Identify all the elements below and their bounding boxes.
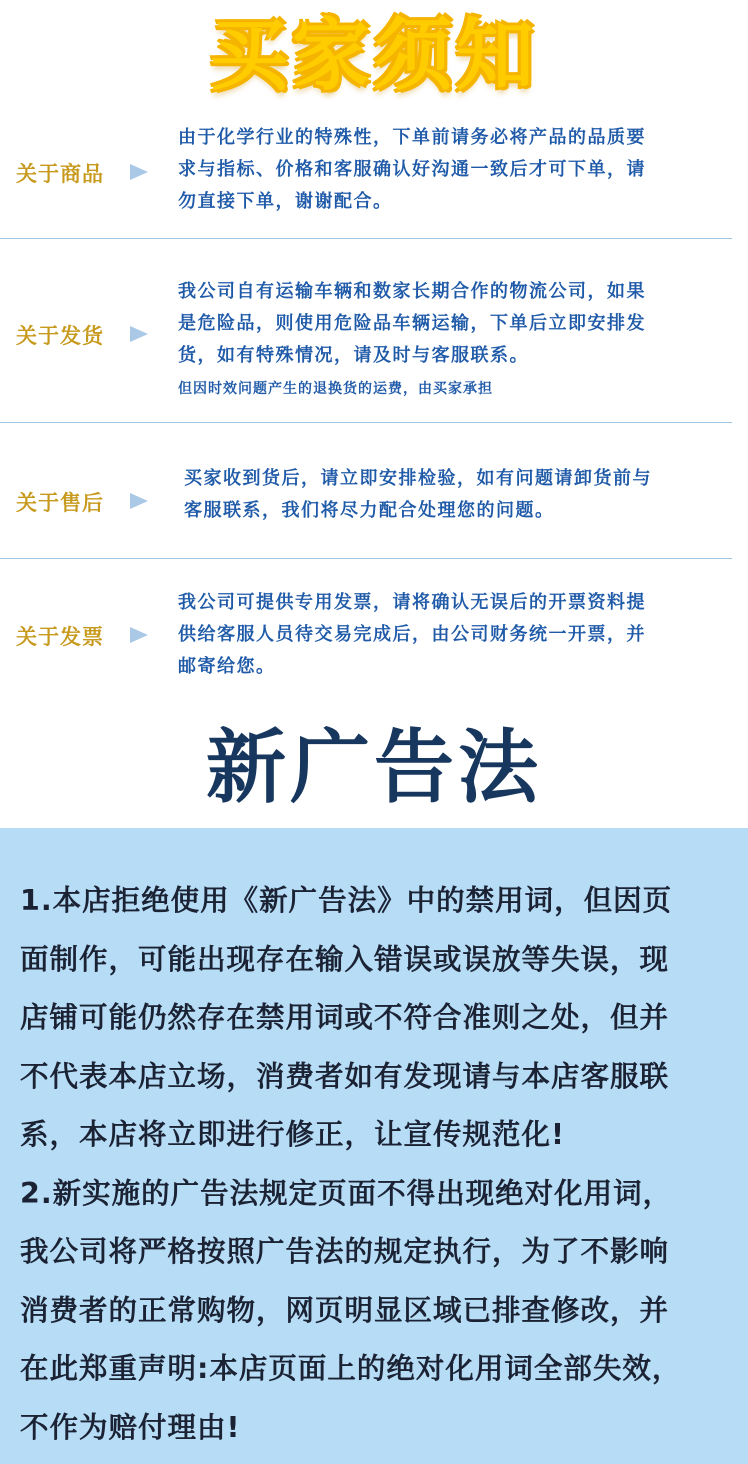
arrow-right-icon xyxy=(130,326,148,342)
notice-label: 关于商品 xyxy=(16,162,104,186)
notice-text: 由于化学行业的特殊性，下单前请务必将产品的品质要 求与指标、价格和客服确认好沟通一致后才可下单，请 勿直接下单，谢谢配合。 xyxy=(178,127,646,212)
arrow-right-icon xyxy=(130,164,148,180)
notice-text: 买家收到货后，请立即安排检验，如有问题请卸货前与 客服联系，我们将尽力配合处理您的问题。 xyxy=(184,468,652,521)
notice-text: 我公司自有运输车辆和数家长期合作的物流公司，如果 是危险品，则使用危险品车辆运输，下单后立即安排发 货，如有特殊情况，请及时与客服联系。 xyxy=(178,281,646,366)
divider xyxy=(0,558,732,559)
law-paragraph-1: 1.本店拒绝使用《新广告法》中的禁用词，但因页 面制作，可能出现存在输入错误或误放等失误，现 店铺可能仍然存在禁用词或不符合准则之处，但并 不代表本店立场，消费者如有发现请与本店客服联 系，本店将立即进行修正，让宣传规范化! xyxy=(20,884,673,1151)
notice-label: 关于售后 xyxy=(16,491,104,515)
notice-note: 但因时效问题产生的退换货的运费，由买家承担 xyxy=(178,381,493,397)
divider xyxy=(0,238,732,239)
law-title: 新广告法 xyxy=(206,721,542,814)
law-text xyxy=(20,872,736,1457)
divider xyxy=(0,422,732,423)
law-panel xyxy=(0,828,748,1464)
arrow-right-icon xyxy=(130,493,148,509)
notice-label: 关于发票 xyxy=(16,625,104,649)
header xyxy=(0,0,748,110)
page-title: 买家须知 xyxy=(209,11,538,101)
notice-text: 我公司可提供专用发票，请将确认无误后的开票资料提 供给客服人员待交易完成后，由公司财务统一开票，并 邮寄给您。 xyxy=(178,592,646,677)
notice-label: 关于发货 xyxy=(16,324,104,348)
arrow-right-icon xyxy=(130,627,148,643)
law-paragraph-2: 2.新实施的广告法规定页面不得出现绝对化用词， 我公司将严格按照广告法的规定执行，为了不影响 消费者的正常购物，网页明显区域已排查修改，并 在此郑重声明:本店页面上的绝对化用词全部失效， 不作为赔付理由! xyxy=(20,1176,682,1444)
